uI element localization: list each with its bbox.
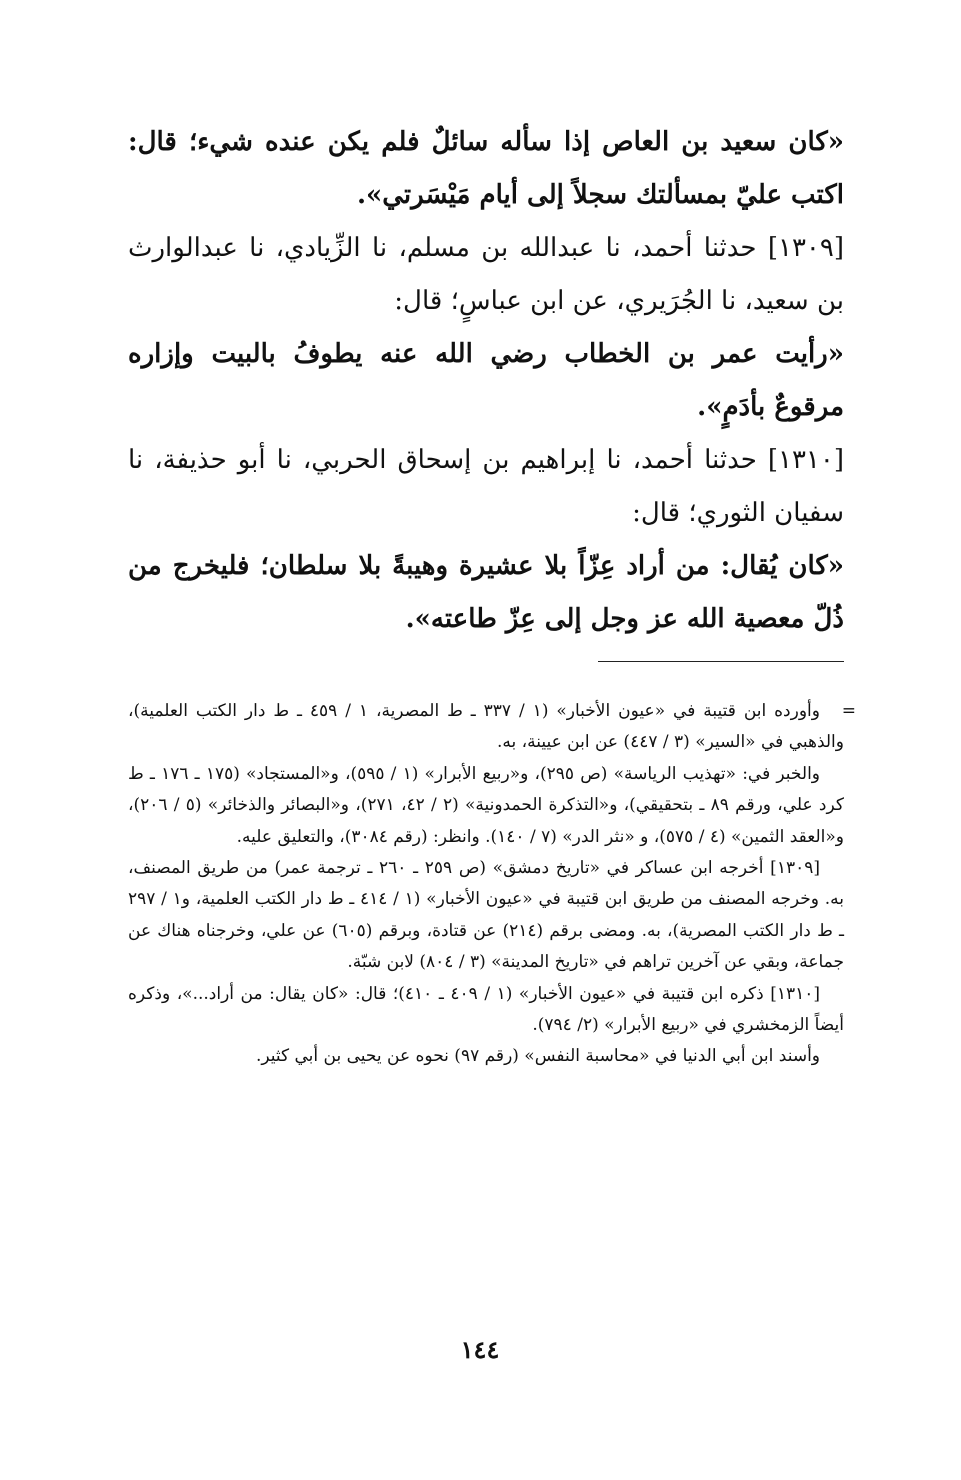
quote-izz-without-tribe: «كان يُقال: من أراد عِزّاً بلا عشيرة وهيبةً بلا سلطان؛ فليخرج من ذُلّ معصية الله عز وجل إلى عِزّ طاعته». — [128, 551, 844, 634]
footnote-continuation — [128, 696, 856, 759]
hadith-1310-isnad: [١٣١٠] حدثنا أحمد، نا إبراهيم بن إسحاق الحربي، نا أبو حذيفة، نا سفيان الثوري؛ قال: — [128, 445, 844, 528]
continuation-marker: = — [841, 701, 856, 721]
quote-umar-tawaf: «رأيت عمر بن الخطاب رضي الله عنه يطوفُ بالبيت وإزاره مرقوعٌ بأدَمٍ». — [128, 339, 844, 422]
footnotes-block — [128, 696, 856, 1073]
quote-saeed-ibn-al-as: «كان سعيد بن العاص إذا سأله سائلٌ فلم يكن عنده شيء؛ قال: اكتب عليّ بمسألتك سجلاً إلى أيام مَيْسَرتي». — [128, 127, 844, 210]
footnote-text: وأورده ابن قتيبة في «عيون الأخبار» (١ / ٣٣٧ ـ ط المصرية، ١ / ٤٥٩ ـ ط دار الكتب العلمية)، والذهبي في «السير» (٣ / ٤٤٧) عن ابن عيينة، به. — [128, 701, 844, 753]
page-number: ١٤٤ — [460, 1335, 500, 1364]
main-text-block — [128, 116, 844, 646]
footnote-separator — [598, 661, 844, 662]
footnote-1310: [١٣١٠] ذكره ابن قتيبة في «عيون الأخبار» (١ / ٤٠٩ ـ ٤١٠)؛ قال: «كان يقال: من أراد...»، وذكره أيضاً الزمخشري في «ربيع الأبرار» (٢/ ٧٩٤). — [128, 983, 844, 1036]
hadith-1309-isnad: [١٣٠٩] حدثنا أحمد، نا عبدالله بن مسلم، نا الزِّيادي، نا عبدالوارث بن سعيد، نا الجُرَيري، عن ابن عباسٍ؛ قال: — [128, 233, 844, 316]
footnote-1309: [١٣٠٩] أخرجه ابن عساكر في «تاريخ دمشق» (ص ٢٥٩ ـ ٢٦٠ ـ ترجمة عمر) من طريق المصنف، به. وخرجه المصنف من طريق ابن قتيبة في «عيون الأخبار» (١ / ٤١٤ ـ ط دار الكتب العلمية، و١ / ٢٩٧ ـ ط دار الكتب المصرية)، به. ومضى برقم (٢١٤) عن قتادة، وبرقم (٦٠٥) عن علي، وخرجناه هناك عن جماعة، وبقي عن آخرين تراهم في «تاريخ المدينة» (٣ / ٨٠٤) لابن شبّة. — [128, 858, 844, 973]
footnote-ibn-abi-dunya: وأسند ابن أبي الدنيا في «محاسبة النفس» (رقم ٩٧) نحوه عن يحيى بن أبي كثير. — [255, 1046, 820, 1067]
footnote-khabar-sources: والخبر في: «تهذيب الرياسة» (ص ٢٩٥)، و«ربيع الأبرار» (١ / ٥٩٥)، و«المستجاد» (١٧٥ ـ ١٧٦ ـ ط كرد علي، ورقم ٨٩ ـ بتحقيقي)، و«التذكرة الحمدونية» (٢ / ٤٢، ٢٧١)، و«البصائر والذخائر» (٥ / ٢٠٦)، و«العقد الثمين» (٤ / ٥٧٥)، و «نثر الدر» (٧ / ١٤٠). وانظر: (رقم ٣٠٨٤)، والتعليق عليه. — [128, 763, 844, 847]
